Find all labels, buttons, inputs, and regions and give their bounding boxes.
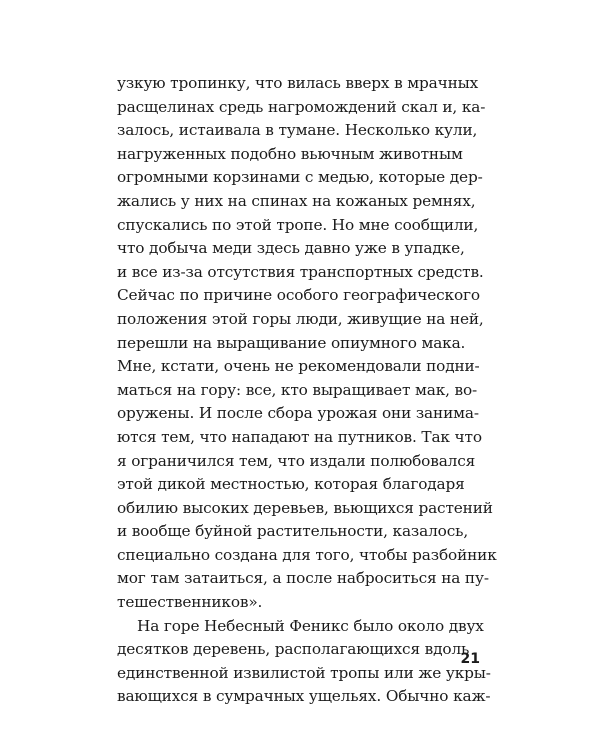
text-line: специально создана для того, чтобы разбойник [117,545,497,564]
text-line: тешественников». [117,593,263,612]
text-line: вающихся в сумрачных ущельях. Обычно каж- [117,687,491,706]
text-line: нагруженных подобно вьючным животным [117,144,463,163]
text-line: узкую тропинку, что вилась вверх в мрачных [117,74,479,92]
text-line: и все из-за отсутствия транспортных средств. [117,262,484,281]
paragraph-first-line: На горе Небесный Феникс было около двух [137,616,484,635]
text-line: что добыча меди здесь давно уже в упадке, [117,239,465,258]
text-line: единственной извилистой тропы или же укры- [117,663,491,682]
text-line: ются тем, что нападают на путников. Так что [117,427,482,446]
text-line: обилию высоких деревьев, вьющихся растений [117,498,493,517]
text-line: этой дикой местностью, которая благодаря [117,475,465,494]
text-line: оружены. И после сбора урожая они занима- [117,404,479,423]
text-line: Сейчас по причине особого географического [117,286,480,305]
text-line: маться на гору: все, кто выращивает мак, во- [117,380,478,399]
text-line: расщелинах средь нагромождений скал и, ка- [117,97,486,116]
text-line: и вообще буйной растительности, казалось, [117,522,469,541]
text-line: спускались по этой тропе. Но мне сообщили, [117,215,479,234]
text-line: залось, истаивала в тумане. Несколько кули, [117,121,478,140]
text-line: огромными корзинами с медью, которые дер- [117,168,483,187]
text-line: десятков деревень, располагающихся вдоль [117,640,470,659]
text-line: жались у них на спинах на кожаных ремнях, [117,191,476,210]
text-line: Мне, кстати, очень не рекомендовали подни- [117,357,480,376]
text-line: мог там затаиться, а после наброситься на пу- [117,569,489,588]
text-line: положения этой горы люди, живущие на ней, [117,309,484,328]
text-line: перешли на выращивание опиумного мака. [117,333,466,352]
body-text [117,72,497,709]
text-line: я ограничился тем, что издали полюбовался [117,451,476,470]
page-number: 21 [460,651,480,667]
